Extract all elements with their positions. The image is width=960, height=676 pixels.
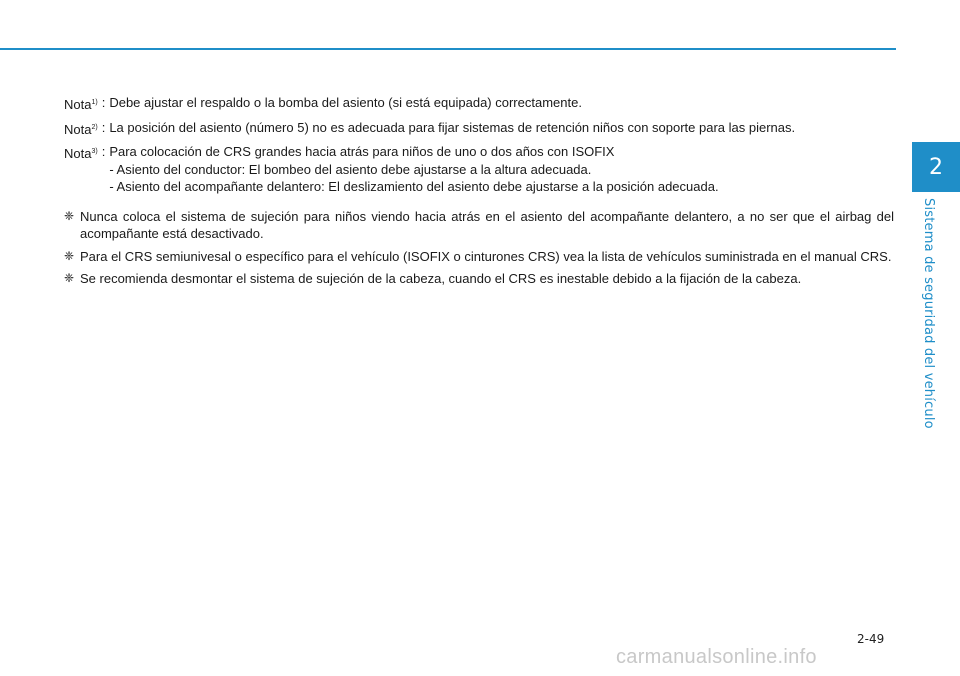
chapter-tab (912, 142, 960, 192)
note-2 (64, 119, 894, 139)
note-superscript: 2) (91, 123, 98, 131)
note-line: - Asiento del conductor: El bombeo del asiento debe ajustarse a la altura adecuada. (109, 161, 592, 177)
watermark: carmanualsonline.info (616, 646, 817, 668)
note-1 (64, 94, 894, 114)
note-line: - Asiento del acompañante delantero: El deslizamiento del asiento debe ajustarse a la posición adecuada. (109, 179, 719, 194)
note-separator: : (101, 119, 106, 135)
chapter-number: 2 (929, 154, 943, 180)
chapter-title: Sistema de seguridad del vehículo (921, 198, 936, 429)
bullet-item (64, 270, 894, 288)
note-label: Nota$^{2)}$ (64, 121, 98, 137)
note-separator: : (101, 95, 106, 110)
note-label: Nota$^{3)}$ (64, 146, 98, 161)
bullet-text: Se recomienda desmontar el sistema de sujeción de la cabeza, cuando el CRS es inestable debido a la fijación de la cabeza. (80, 271, 802, 286)
asterism-icon: ❈ (64, 208, 75, 223)
top-rule (0, 48, 896, 50)
note-line: Para colocación de CRS grandes hacia atrás para niños de uno o dos años con ISOFIX (109, 144, 615, 159)
note-line: La posición del asiento (número 5) no es adecuada para fijar sistemas de retención niños con soporte para las piernas. (109, 119, 796, 135)
asterism-icon: ❈ (64, 271, 75, 285)
bullet-text: Nunca coloca el sistema de sujeción para niños viendo hacia atrás en el asiento del acompañante delantero, a no ser que el airbag del acompañante está desactivado. (80, 208, 894, 241)
bullet-item (64, 248, 894, 266)
note-superscript: 1) (91, 99, 98, 106)
note-body (109, 94, 894, 114)
asterism-icon: ❈ (64, 248, 75, 263)
note-3 (64, 143, 894, 196)
note-body (109, 119, 894, 139)
note-superscript: 3) (91, 148, 98, 155)
bullet-item (64, 208, 894, 243)
bullet-text: Para el CRS semiunivesal o específico para el vehículo (ISOFIX o cinturones CRS) vea la lista de vehículos suministrada en el manual CRS. (80, 248, 892, 264)
page-number: 2-49 (857, 632, 885, 646)
note-line: Debe ajustar el respaldo o la bomba del asiento (si está equipada) correctamente. (109, 95, 582, 110)
note-separator: : (101, 144, 106, 159)
note-label: Nota$^{1)}$ (64, 97, 98, 112)
note-body (109, 143, 894, 196)
page-content (64, 94, 894, 293)
bullet-list (64, 208, 894, 288)
